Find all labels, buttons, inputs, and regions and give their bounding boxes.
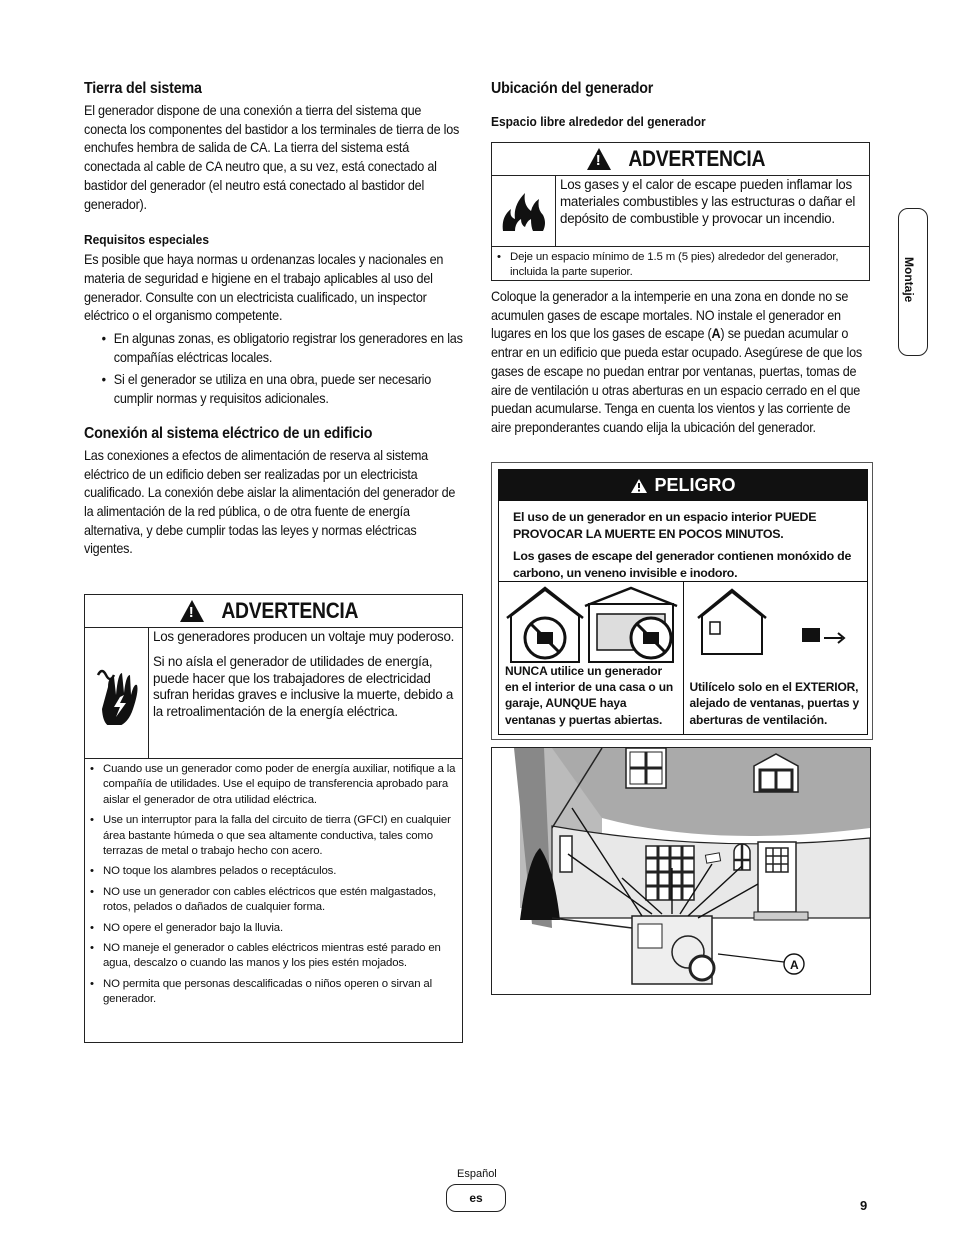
fire-icon [492,176,556,246]
warning-title: ADVERTENCIA [628,146,765,171]
list-item: • Use un interruptor para la falla del circuito de tierra (GFCI) en cualquier área bastante húmeda o que sea altamente conductiva, tales como terrazas de metal o trabajo hecho con acero. [103,813,458,859]
building-connection-text: Las conexiones a efectos de alimentación de reserva al sistema eléctrico de un edificio deben ser realizadas por un electricista cualificado. La conexión debe aislar la alimentación del generador de la alimentación de la red pública, o de otra fuente de energía alternativa, y debe cumplir todas las leyes y normas eléctricas vigentes. [84,447,456,557]
list-item: • NO maneje el generador o cables eléctricos mientras esté parado en agua, descalzo o cuando las manos y los pies estén mojados. [103,941,458,972]
warning-title: ADVERTENCIA [221,598,358,623]
danger-panel-indoor [499,582,683,734]
danger-title: PELIGRO [654,475,736,495]
indoor-prohibited-icon [505,586,679,664]
special-requirements-text: Es posible que haya normas u ordenanzas locales y nacionales en materia de seguridad e higiene en el trabajo aplicables al uso del generador. Consulte con un electricista cualificado, un inspector eléctrico o el organismo competente. [84,252,444,324]
figure-label-a: A [790,958,799,972]
warning-list [85,759,462,1019]
warning-list [492,247,869,292]
danger-line-2: Los gases de escape del generador contienen monóxido de carbono, un veneno invisible e inodoro. [513,549,852,580]
list-item: • NO opere el generador bajo la lluvia. [103,921,458,936]
danger-caption-indoor: NUNCA utilice un generador en el interior de una casa o un garaje, AUNQUE haya ventanas y puertas abiertas. [505,663,674,727]
danger-panel-outdoor [683,582,868,734]
warning-header [85,595,462,628]
warning-header [492,143,869,176]
right-column [491,80,871,133]
list-item: • Deje un espacio mínimo de 1.5 m (5 pies) alrededor del generador, incluida la parte superior. [510,250,865,281]
special-requirements-title: Requisitos especiales [84,232,209,248]
house-generator-illustration [492,748,870,994]
location-text-part-a: Coloque la generador a la intemperie en una zona en donde no se acumulen gases de escape mortales. NO instale el generador en lugares en los que los gases de escape ( [491,289,849,342]
location-text-part-b: ) se puedan acumular o entrar en un edificio que pueda estar ocupado. Asegúrese de que los gases de escape no puedan entrar por ventanas, puertas, tomas de aire de ventilación u otras aberturas en un espacio cerrado en el que puedan acumularse. Tenga en cuenta los vientos y las corriente de aire preponderantes cuando elija la ubicación del generador. [491,326,862,435]
location-text-block [491,288,899,438]
danger-caption-outdoor: Utilícelo solo en el EXTERIOR, alejado de ventanas, puertas y aberturas de ventilación. [689,680,860,727]
requirements-list [84,330,463,409]
warning-text-2: Si no aísla el generador de utilidades de energía, puede hacer que los trabajadores de electricidad sufran heridas graves e inclusive la muerte, debido a la retroalimentación de la energía eléctrica. [153,653,454,720]
section-title-building-connection: Conexión al sistema eléctrico de un edificio [84,424,373,442]
system-ground-text: El generador dispone de una conexión a tierra del sistema que conecta los componentes del bastidor a los terminales de tierra de los enchufes hembra de salida de CA. La tierra del sistema está conectada al cable de CA neutro que, a su vez, está conectado al bastidor del generador (el neutro está conectado al bastidor del generador). [84,103,460,212]
warning-box-fire [491,142,870,281]
list-item: • NO permita que personas descalificadas o niños operen o sirvan al generador. [103,977,458,1008]
warning-triangle-icon [180,600,204,622]
clearance-title: Espacio libre alrededor del generador [491,114,706,129]
section-title-generator-location: Ubicación del generador [491,80,654,97]
section-title-system-ground: Tierra del sistema [84,80,202,97]
warning-triangle-icon [630,478,648,494]
side-tab-label: Montaje [902,257,916,303]
danger-line-1: El uso de un generador en un espacio interior PUEDE PROVOCAR LA MUERTE EN POCOS MINUTOS. [513,510,817,541]
left-column [84,80,464,559]
location-text [491,288,870,438]
danger-header [499,470,867,501]
list-item: • En algunas zonas, es obligatorio registrar los generadores en las compañías eléctricas locales. [114,330,464,367]
electric-shock-icon [85,628,149,758]
outdoor-allowed-icon [690,586,860,656]
list-item: • Si el generador se utiliza en una obra, puede ser necesario cumplir normas y requisitos adicionales. [114,371,464,408]
warning-text-1: Los generadores producen un voltaje muy poderoso. [153,629,455,644]
page-number: 9 [860,1198,868,1213]
warning-box-electrical [84,594,463,1043]
list-item: • NO toque los alambres pelados o receptáculos. [103,864,458,879]
warning-triangle-icon [587,148,611,170]
warning-text: Los gases y el calor de escape pueden inflamar los materiales combustibles y las estructuras o dañar el depósito de combustible y provocar un incendio. [560,177,856,226]
footer-language-code: es [446,1184,506,1212]
list-item: • NO use un generador con cables eléctricos que estén malgastados, rotos, pelados o dañados de cualquier forma. [103,885,458,916]
danger-box [491,462,873,740]
section-side-tab [898,208,928,356]
footer-language: Español [457,1168,497,1180]
list-item: • Cuando use un generador como poder de energía auxiliar, notifique a la compañía de utilidades. Use el equipo de transferencia aprobado para aislar el generador de otra utilidad eléctrica. [103,762,458,808]
house-clearance-figure [491,747,871,995]
location-text-ref: A [711,326,721,342]
